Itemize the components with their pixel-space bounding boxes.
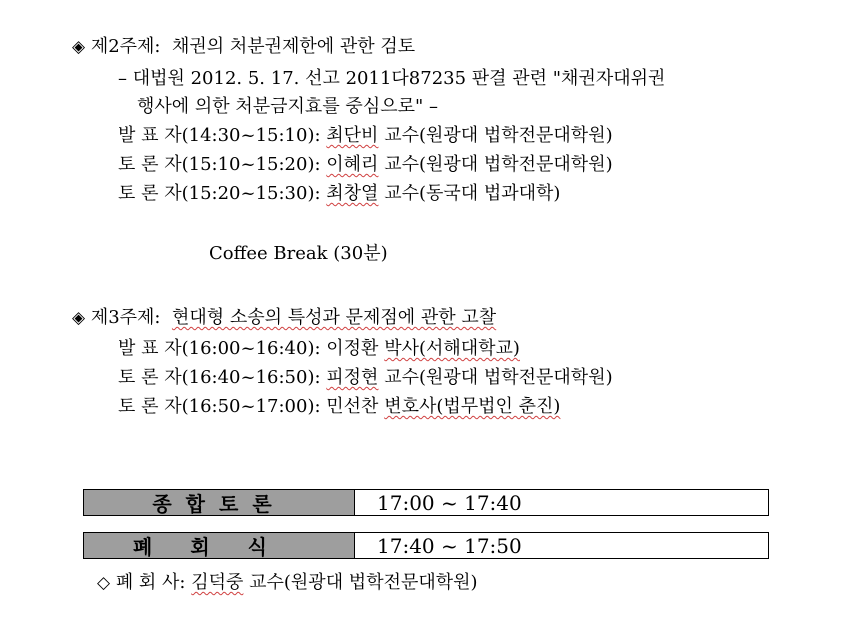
closing-speech [97, 572, 478, 594]
person-affiliation: 박사(서해대학교) [384, 338, 520, 359]
session3-prefix: 제3주제: [90, 307, 161, 328]
role-label: 발 표 자(14:30~15:10): [118, 125, 321, 146]
session2-title: 채권의 처분권제한에 관한 검토 [171, 36, 416, 57]
coffee-break: Coffee Break (30분) [209, 243, 388, 264]
session3-presenter [118, 338, 520, 360]
person-affiliation: 교수(원광대 법학전문대학원) [384, 154, 613, 175]
session2-subtitle-line2: 행사에 의한 처분금지효를 중심으로" – [137, 96, 438, 117]
discussion-label: 종합토론 [84, 490, 355, 515]
role-label: 토 론 자(15:20~15:30): [118, 183, 321, 204]
person-name: 민선찬 [326, 396, 379, 417]
session2-presenter [118, 125, 613, 147]
session2-discussant1 [118, 154, 613, 176]
closing-label: 폐회식 [84, 533, 355, 558]
person-affiliation: 교수(원광대 법학전문대학원) [249, 572, 478, 593]
person-name: 이정환 [326, 338, 379, 359]
diamond-bullet-icon: ◈ [72, 37, 86, 57]
session3-title: 현대형 소송의 특성과 문제점에 관한 고찰 [171, 307, 497, 328]
person-affiliation: 변호사(법무법인 춘진) [384, 396, 561, 417]
person-affiliation: 교수(동국대 법과대학) [384, 183, 561, 204]
person-name: 피정현 [326, 367, 379, 388]
role-label: 폐 회 사: [115, 572, 186, 593]
person-affiliation: 교수(원광대 법학전문대학원) [384, 125, 613, 146]
role-label: 토 론 자(16:40~16:50): [118, 367, 321, 388]
person-name: 최단비 [326, 125, 379, 146]
person-name: 최창열 [326, 183, 379, 204]
person-affiliation: 교수(원광대 법학전문대학원) [384, 367, 613, 388]
discussion-row [83, 489, 769, 516]
session2-prefix: 제2주제: [90, 36, 161, 57]
session3-heading [72, 307, 496, 329]
session2-subtitle-line1: – 대법원 2012. 5. 17. 선고 2011다87235 판결 관련 "채권자대위권 [118, 68, 666, 89]
discussion-time: 17:00 ~ 17:40 [377, 490, 522, 515]
person-name: 김덕중 [191, 572, 244, 593]
role-label: 발 표 자(16:00~16:40): [118, 338, 321, 359]
diamond-bullet-icon: ◈ [72, 308, 86, 328]
role-label: 토 론 자(16:50~17:00): [118, 396, 321, 417]
session2-heading [72, 36, 415, 58]
session3-discussant2 [118, 396, 560, 418]
session2-discussant2 [118, 183, 560, 205]
hollow-diamond-icon: ◇ [97, 573, 111, 593]
closing-row [83, 532, 769, 559]
session3-discussant1 [118, 367, 613, 389]
closing-time: 17:40 ~ 17:50 [377, 533, 522, 558]
person-name: 이혜리 [326, 154, 379, 175]
role-label: 토 론 자(15:10~15:20): [118, 154, 321, 175]
